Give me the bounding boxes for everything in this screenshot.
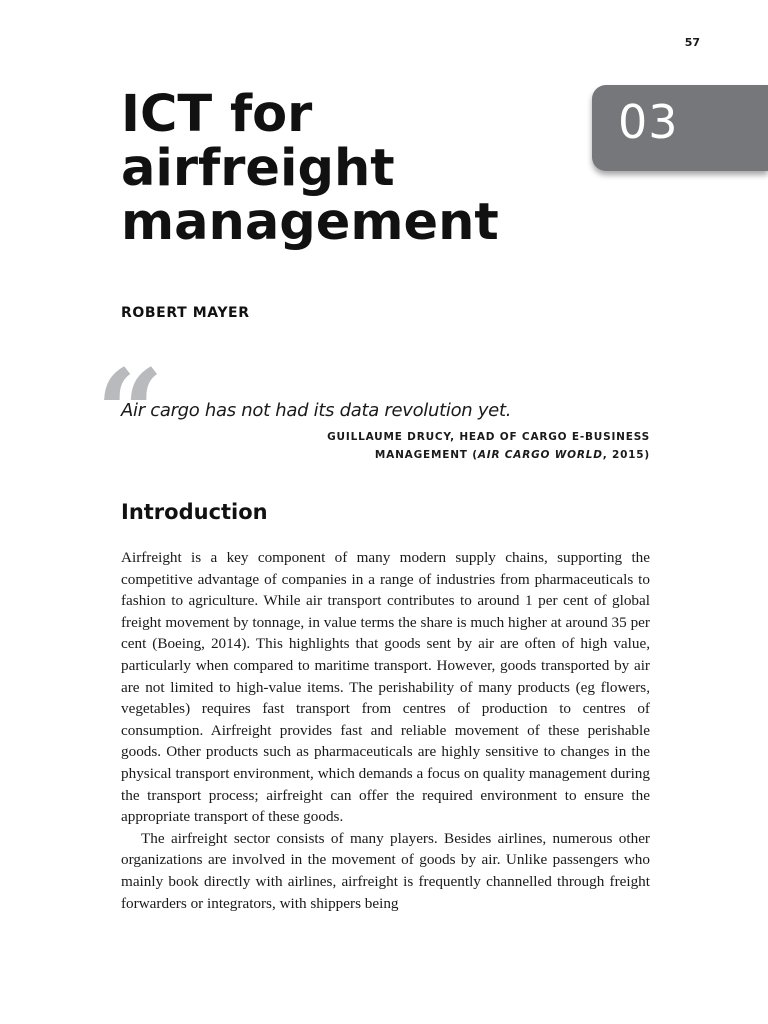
- epigraph-attribution: [327, 428, 650, 464]
- page-number: 57: [684, 36, 700, 49]
- body-text: [121, 547, 650, 914]
- chapter-title-line: management: [121, 193, 499, 252]
- attribution-prefix: MANAGEMENT (: [374, 449, 478, 461]
- quote-mark-icon: “: [96, 343, 164, 482]
- chapter-title-line: airfreight: [121, 139, 395, 198]
- chapter-title-line: ICT for: [121, 85, 313, 144]
- chapter-number: 03: [618, 95, 679, 149]
- attribution-line: GUILLAUME DRUCY, HEAD OF CARGO E-BUSINESS: [327, 431, 650, 443]
- attribution-line: [327, 446, 650, 464]
- attribution-source: AIR CARGO WORLD: [477, 449, 603, 461]
- epigraph-text: Air cargo has not had its data revolution yet.: [121, 400, 512, 421]
- section-heading: Introduction: [121, 500, 268, 524]
- chapter-title: [121, 85, 561, 252]
- body-paragraph: The airfreight sector consists of many players. Besides airlines, numerous other organizations are involved in the movement of goods by air. Unlike passengers who mainly book directly with airlines, airfreight is frequently channelled through freight forwarders or integrators, with shippers being: [121, 829, 650, 912]
- body-paragraph: Airfreight is a key component of many modern supply chains, supporting the competitive advantage of companies in a range of industries from pharmaceuticals to fashion to agriculture. While air transport contributes to around 1 per cent of global freight movement by tonnage, in value terms the share is much higher at around 35 per cent (Boeing, 2014). This highlights that goods sent by air are often of high value, particularly when compared to maritime transport. However, goods transported by air are not limited to high-value items. The perishability of many products (eg flowers, vegetables) requires fast transport from centres of production to centres of consumption. Airfreight provides fast and reliable movement of these perishable goods. Other products such as pharmaceuticals are highly sensitive to changes in the physical transport environment, which demands a focus on quality management during the transport process; airfreight can offer the required environment to ensure the appropriate transport of these goods.: [121, 549, 650, 826]
- attribution-suffix: , 2015): [602, 449, 650, 461]
- chapter-tab: [592, 85, 768, 171]
- author-name: ROBERT MAYER: [121, 305, 250, 321]
